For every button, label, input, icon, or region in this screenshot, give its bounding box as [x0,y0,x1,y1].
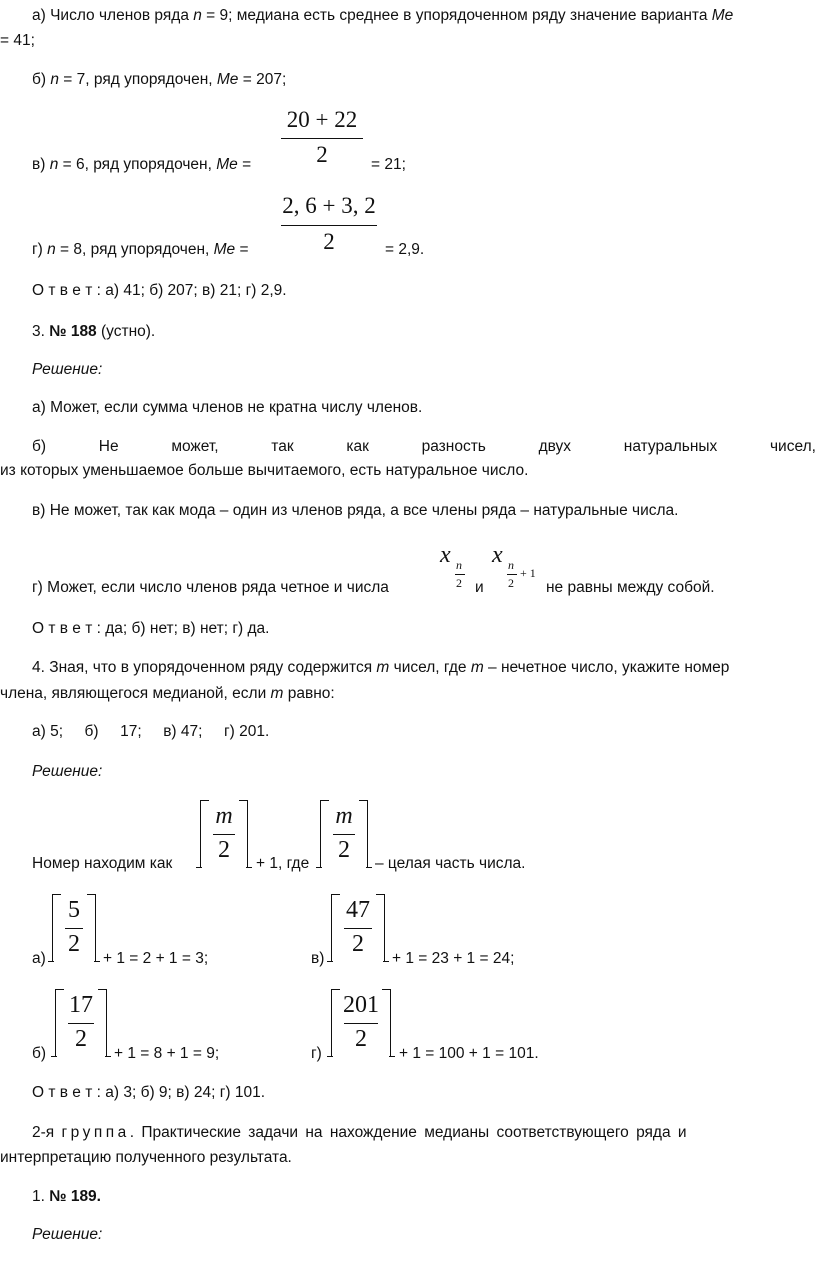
text: = 207; [238,71,287,88]
item-b-label: б) [32,1045,47,1062]
floor-47-over-2 [331,894,385,962]
word: может, [171,438,219,455]
answer-2 [32,621,269,637]
task-189-heading [32,1189,101,1205]
floor-content [61,894,87,962]
task-4-line2 [0,686,335,702]
fraction-2-6-3-2 [281,194,377,258]
var-me: Me [216,71,239,88]
text: 2-я [32,1124,62,1141]
var-n: n [50,71,59,88]
fraction-bar [68,1023,94,1024]
task-188-heading [32,324,155,340]
bracket-foot [105,1056,111,1057]
denominator: 2 [218,837,230,863]
answer-2d-tail: не равны между собой. [546,579,715,596]
fraction-bar [344,928,372,929]
x-symbol: x [492,542,503,568]
line-d-result [385,242,424,258]
numerator: 20 + 22 [286,107,358,132]
fraction-bar [281,138,363,139]
answer-text: : да; б) нет; в) нет; г) да. [92,620,270,637]
denominator: 2 [355,1026,367,1052]
x-n-over-2 [440,543,480,593]
word: так [271,438,294,455]
bracket-foot [327,1056,333,1057]
answer-label: О т в е т [32,620,93,637]
text: члена, являющегося медианой, если [0,685,271,702]
answer-1 [32,283,287,299]
text: = [235,241,249,258]
var-m: m [270,685,284,702]
answer-text: : а) 41; б) 207; в) 21; г) 2,9. [92,282,287,299]
var-m: m [376,659,390,676]
numerator: m [335,803,353,829]
group-2-line1 [32,1125,687,1141]
bracket-foot [51,1056,57,1057]
answer-text: : а) 3; б) 9; в) 24; г) 101. [92,1084,266,1101]
text: равно: [283,685,335,702]
var-me: Me [213,241,236,258]
subscript-2: 2 [508,576,514,590]
line-c-result [371,157,406,173]
text: – нечетное число, укажите номер [483,659,730,676]
group-word: группа [61,1124,130,1141]
floor-17-over-2 [55,989,107,1057]
answer-3 [32,1085,265,1101]
bracket-foot [246,867,252,868]
task-number: № 189. [49,1188,101,1205]
text: = 21; [371,156,406,173]
item-b-result: + 1 = 8 + 1 = 9; [114,1045,220,1062]
answer-2b-line1 [32,439,816,455]
fraction-bar [281,225,377,226]
denominator: 2 [323,229,335,254]
text: = 6, ряд упорядочен, [58,156,217,173]
denominator: 2 [352,931,364,957]
floor-m-over-2 [320,800,368,868]
var-me: Me [216,156,238,173]
bracket-foot [327,961,333,962]
numerator: 201 [343,992,379,1018]
subscript-n: n [508,558,514,572]
bracket-foot [366,867,372,868]
answer-2a: а) Может, если сумма членов не кратна числу членов. [32,399,423,416]
subscript-2: 2 [456,576,462,590]
floor-content [64,989,98,1057]
word: двух [538,438,572,455]
line-a-n9 [32,8,733,24]
text: чисел, где [389,659,471,676]
numerator: 17 [69,992,93,1018]
solution-label: Решение: [32,1226,103,1243]
word: разность [421,438,486,455]
word: Не [98,438,119,455]
item-c-result: + 1 = 23 + 1 = 24; [392,950,515,967]
floor-m-over-2 [200,800,248,868]
text: г) [32,241,48,258]
text: = [237,156,252,173]
answer-2b-line2: из которых уменьшаемое больше вычитаемого, есть натуральное число. [0,462,529,479]
text: 4. Зная, что в упорядоченном ряду содержится [32,659,377,676]
line-c-n6 [32,157,251,173]
bracket-foot [383,961,389,962]
item-d-label: г) [311,1045,322,1062]
denominator: 2 [75,1026,87,1052]
floor-201-over-2 [331,989,391,1057]
floor-content [329,800,359,868]
group-2-line2: интерпретацию полученного результата. [0,1149,292,1166]
word: натуральных [623,438,718,455]
item-a-label: а) [32,950,46,967]
floor-content [340,989,382,1057]
denominator: 2 [338,837,350,863]
bracket-foot [94,961,100,962]
denominator: 2 [316,142,328,167]
subscript-bar [455,574,465,575]
answer-label: О т в е т [32,282,93,299]
bracket-foot [316,867,322,868]
x-symbol: x [440,542,451,568]
answer-2d-text: г) Может, если число членов ряда четное и числа [32,579,389,596]
text: = 9; медиана есть среднее в упорядоченном ряду значение варианта [201,7,712,24]
item-a-result: + 1 = 2 + 1 = 3; [103,950,209,967]
numerator: 2, 6 + 3, 2 [282,193,376,218]
text: = 2,9. [385,241,425,258]
answer-label: О т в е т [32,1084,93,1101]
bracket-foot [196,867,202,868]
fraction-bar [333,834,355,835]
item-c-label: в) [311,950,325,967]
subscript-plus-1: + 1 [520,566,536,580]
denominator: 2 [68,931,80,957]
formula-text-a: Номер находим как [32,855,173,872]
word-and: и [475,579,484,596]
floor-content [209,800,239,868]
word: чисел, [769,438,816,455]
subscript-n: n [456,558,462,572]
fraction-bar [213,834,235,835]
var-n: n [49,156,59,173]
bracket-foot [48,961,54,962]
text: 1. [32,1188,50,1205]
answer-2c: в) Не может, так как мода – один из членов ряда, а все члены ряда – натуральные числа. [32,502,679,519]
floor-5-over-2 [52,894,96,962]
text: 3. [32,323,50,340]
var-m: m [470,659,484,676]
word: как [346,438,369,455]
numerator: m [215,803,233,829]
line-d-n8 [32,242,249,258]
solution-label: Решение: [32,763,103,780]
fraction-20-22 [281,108,363,172]
item-d-result: + 1 = 100 + 1 = 101. [399,1045,539,1062]
line-a-result [0,33,35,49]
task-4-line1 [32,660,729,676]
text: = 8, ряд упорядочен, [55,241,214,258]
formula-text-c: – целая часть числа. [375,855,526,872]
var-n: n [47,241,56,258]
fraction-bar [65,928,83,929]
word: б) [32,438,47,455]
solution-label: Решение: [32,361,103,378]
text: а) Число членов ряда [32,7,194,24]
task-number: № 188 [49,323,97,340]
line-b-n7 [32,72,286,88]
x-n-over-2-plus-1 [492,543,552,593]
subscript-bar [507,574,517,575]
text: (устно). [96,323,156,340]
text: б) [32,71,51,88]
var-n: n [193,7,202,24]
text: . Практические задачи на нахождение медианы соответствующего ряда и [129,1124,687,1141]
numerator: 47 [346,897,370,923]
text: в) [32,156,50,173]
var-me: Me [711,7,734,24]
task-4-options: а) 5; б) 17; в) 47; г) 201. [32,723,270,740]
fraction-bar [344,1023,378,1024]
text: = 41; [0,32,35,49]
formula-text-b: + 1, где [256,855,310,872]
bracket-foot [389,1056,395,1057]
numerator: 5 [68,897,80,923]
text: = 7, ряд упорядочен, [58,71,217,88]
floor-content [340,894,376,962]
